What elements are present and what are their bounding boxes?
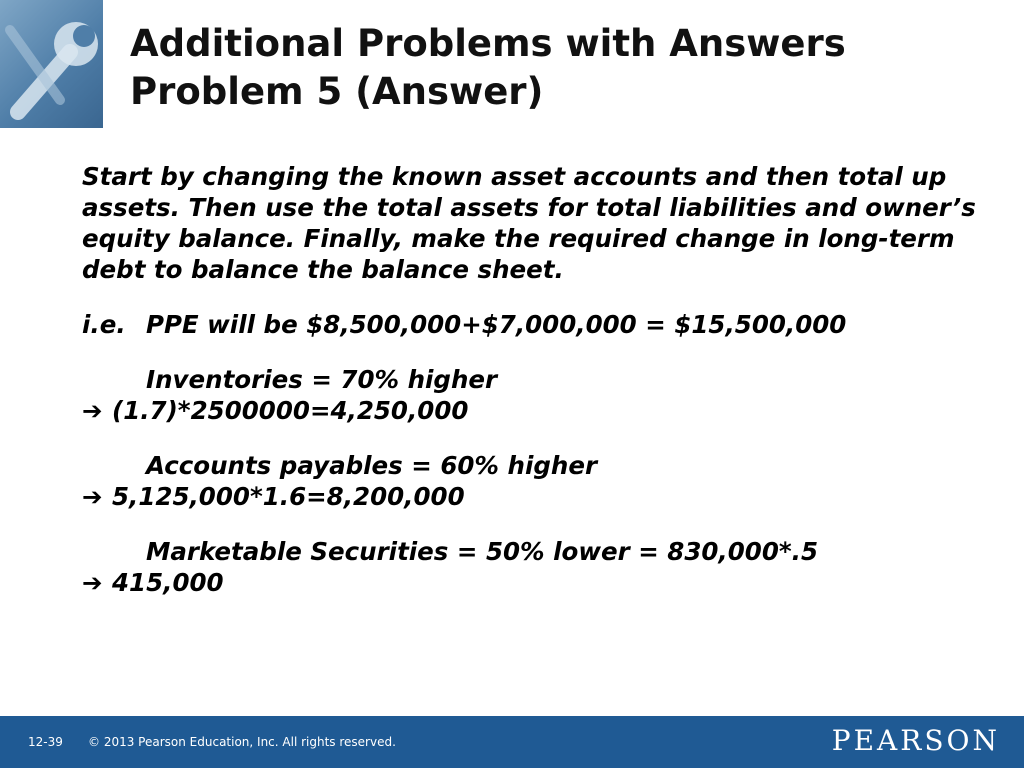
slide-body <box>82 161 982 622</box>
pearson-logo: PEARSON <box>831 724 1000 757</box>
ie-label: i.e. <box>82 310 126 339</box>
title-line-1: Additional Problems with Answers <box>130 22 846 65</box>
item-statement: Inventories = 70% higher <box>146 365 498 394</box>
slide-number: 12-39 <box>28 735 63 749</box>
item-statement: Marketable Securities = 50% lower = 830,000*.5 <box>146 537 819 566</box>
item-result <box>82 481 982 512</box>
accounts-payables-item <box>82 450 982 512</box>
inventories-item <box>82 364 982 426</box>
wrench-logo-tile <box>0 0 103 128</box>
arrow-right-icon: ➔ <box>82 568 103 597</box>
item-result-text: 5,125,000*1.6=8,200,000 <box>112 482 465 511</box>
marketable-securities-item <box>82 536 982 598</box>
ppe-text: PPE will be $8,500,000+$7,000,000 = $15,500,000 <box>146 310 847 339</box>
intro-paragraph: Start by changing the known asset accounts and then total up assets. Then use the total assets for total liabilities and owner’s equity balance. Finally, make the required change in long-term debt to balance the balance sheet. <box>82 162 976 284</box>
copyright-notice: © 2013 Pearson Education, Inc. All rights reserved. <box>88 735 396 749</box>
arrow-right-icon: ➔ <box>82 482 103 511</box>
arrow-right-icon: ➔ <box>82 396 103 425</box>
slide-title <box>130 20 846 116</box>
item-result <box>82 567 982 598</box>
item-statement: Accounts payables = 60% higher <box>146 451 598 480</box>
footer-bar <box>0 716 1024 768</box>
title-line-2: Problem 5 (Answer) <box>130 70 544 113</box>
item-result <box>82 395 982 426</box>
ppe-line <box>82 309 982 340</box>
wrench-icon <box>0 0 103 128</box>
item-result-text: 415,000 <box>112 568 224 597</box>
item-result-text: (1.7)*2500000=4,250,000 <box>112 396 469 425</box>
